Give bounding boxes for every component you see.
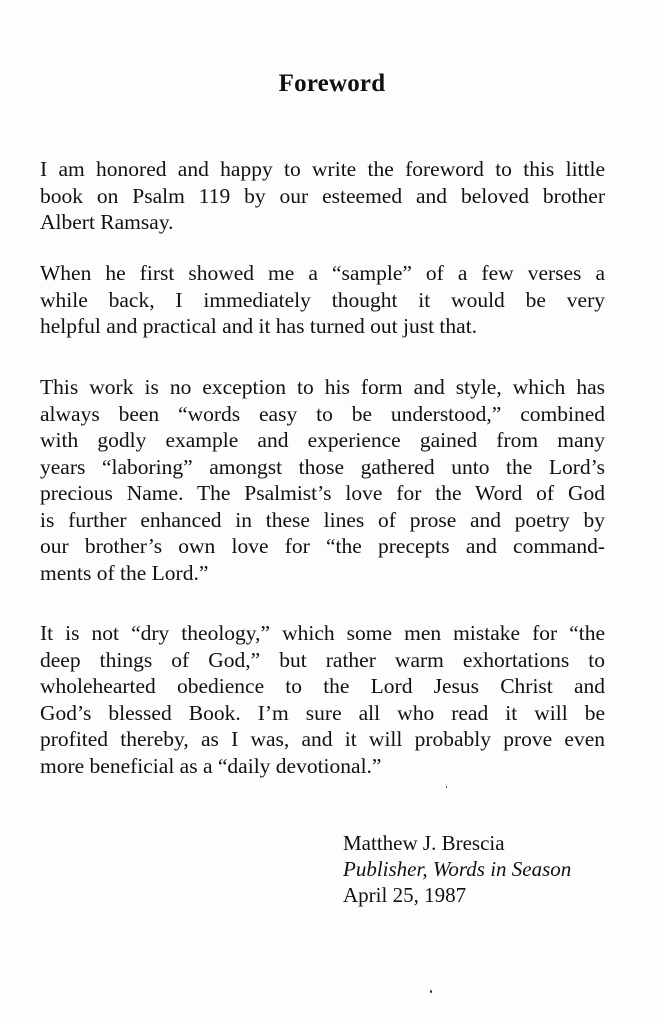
signature-name: Matthew J. Brescia: [343, 831, 505, 855]
signature-role: Publisher, Words in Season: [343, 857, 572, 881]
text-line: while back, I immediately thought it would be very: [40, 287, 605, 312]
text-line: deep things of God,” but rather warm exhortations to: [40, 647, 605, 672]
text-line: our brother’s own love for “the precepts and command-: [40, 534, 605, 558]
paragraph-1: [40, 156, 605, 236]
text-line: more beneficial as a “daily devotional.”: [40, 753, 382, 778]
text-line: book on Psalm 119 by our esteemed and beloved brother: [40, 183, 605, 208]
paragraph-4: [40, 620, 605, 779]
text-line: always been “words easy to be understood,” combined: [40, 401, 605, 426]
scan-speck: [446, 786, 447, 788]
signature-block: [343, 830, 571, 908]
text-line: I am honored and happy to write the foreword to this little: [40, 157, 605, 181]
text-line: ments of the Lord.”: [40, 560, 209, 585]
signature-date: April 25, 1987: [343, 883, 467, 907]
paragraph-3: [40, 374, 605, 586]
text-line: with godly example and experience gained from many: [40, 428, 605, 452]
text-line: helpful and practical and it has turned out just that.: [40, 314, 478, 338]
page-title: Foreword: [278, 70, 386, 97]
text-line: precious Name. The Psalmist’s love for the Word of God: [40, 481, 605, 505]
text-line: Albert Ramsay.: [40, 210, 174, 234]
text-line: wholehearted obedience to the Lord Jesus Christ and: [40, 674, 605, 698]
text-line: profited thereby, as I was, and it will probably prove even: [40, 727, 605, 751]
text-line: It is not “dry theology,” which some men mistake for “the: [40, 621, 605, 645]
text-line: God’s blessed Book. I’m sure all who read it will be: [40, 700, 605, 725]
scan-speck: [430, 990, 432, 993]
text-line: When he first showed me a “sample” of a few verses a: [40, 261, 605, 285]
paragraph-2: [40, 260, 605, 340]
text-line: This work is no exception to his form and style, which has: [40, 375, 605, 399]
text-line: is further enhanced in these lines of prose and poetry by: [40, 507, 605, 532]
text-line: years “laboring” amongst those gathered unto the Lord’s: [40, 454, 605, 479]
